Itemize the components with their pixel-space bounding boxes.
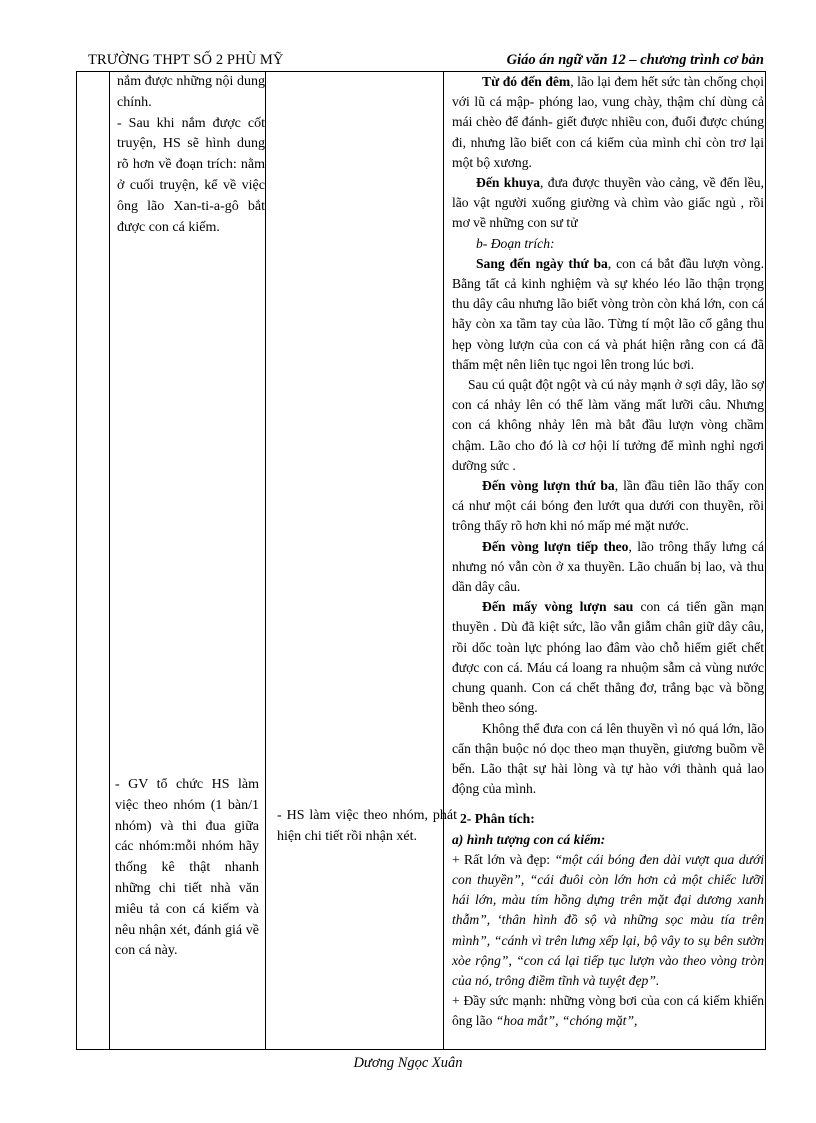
footer-author: Dương Ngọc Xuân	[353, 1055, 463, 1071]
paragraph-dem-lead: Từ đó đến đêm	[482, 74, 571, 89]
bullet-lon-va-dep-quote: “một cái bóng đen dài vượt qua dưới con thuyền”, “cái đuôi còn lớn hơn cả một chiếc lưỡi hái lớn, màu tím hồng dựng trên mặt đại dương xanh thẫm”, ‘thân hình đồ sộ và những sọc màu tía trên mình”, “cánh vì trên lưng xếp lại, bộ vây to sụ bên sườn xòe rộng”, “con cá lại tiếp tục lượn vào theo vòng tròn của nó, trông điềm tĩnh và tuyệt đẹp”.	[452, 851, 764, 988]
column-divider-1	[109, 72, 110, 1049]
paragraph-vong-thu-ba	[452, 476, 764, 537]
paragraph-ngay-thu-ba-lead: Sang đến ngày thứ ba	[476, 255, 608, 271]
paragraph-vong-tiep-theo	[452, 537, 764, 598]
column-divider-3	[443, 72, 444, 1049]
paragraph-khuya	[452, 173, 764, 234]
bullet-suc-manh	[452, 991, 764, 1031]
paragraph-ngay-thu-ba	[452, 254, 764, 375]
subheading-ca-kiem: a) hình tượng con cá kiếm:	[452, 831, 606, 847]
teacher-group-task: - GV tổ chức HS làm việc theo nhóm (1 bàn/1 nhóm) và thi đua giữa các nhóm:mỗi nhóm hãy thống kê thật nhanh những chi tiết nhà văn miêu tả con cá kiếm và nêu nhận xét, đánh giá về con cá này.	[115, 777, 259, 959]
paragraph-vong-sau-text: con cá tiến gần mạn thuyền . Dù đã kiệt sức, lão vẫn giẫm chân giữ dây câu, rồi dốc toàn lực phóng lao đâm vào chỗ hiểm giết chết được con cá. Máu cá loang ra nhuộm sẫm cả vùng nước chung quanh. Con cá chết thẳng đơ, trắng bạc và bồng bềnh theo sóng.	[452, 599, 765, 716]
paragraph-vong-sau-lead: Đến mấy vòng lượn sau	[482, 599, 634, 615]
teacher-activity-column	[115, 72, 265, 959]
paragraph-khuya-text: , đưa được thuyền vào cảng, về đến lều, lão vật người xuống giường và chìm vào giấc ngủ , rồi mơ về những con sư tử	[452, 175, 764, 231]
paragraph-vong-tiep-theo-lead: Đến vòng lượn tiếp theo	[482, 538, 629, 554]
paragraph-khuya-lead: Đến khuya	[476, 175, 541, 191]
paragraph-ngay-thu-ba-text: , con cá bắt đầu lượn vòng. Bằng tất cả kinh nghiệm và sự khéo léo lão thận trọng thu dây câu nhưng lão biết vòng tròn còn khá lớn, con cá hãy còn xa tầm tay của lão. Từng tí một lão cố gắng thu hẹp vòng lượn của con cá và phát hiện rằng con cá đã thấm mệt nên liên tục ngoi lên trong lúc bơi.	[452, 255, 765, 372]
school-name: TRƯỜNG THPT SỐ 2 PHÙ MỸ	[88, 52, 284, 68]
content-column	[450, 72, 767, 1032]
bullet-suc-manh-lead: + Đầy sức mạnh: những vòng bơi của con cá kiếm khiến ông lão	[452, 993, 764, 1029]
bullet-lon-va-dep	[452, 850, 764, 991]
paragraph-vong-thu-ba-text: , lần đầu tiên lão thấy con cá như một cái bóng đen lướt qua dưới con thuyền, rồi trông thấy rõ hơn khi nó mấp mé mặt nước.	[452, 478, 764, 534]
teacher-top-text: nắm được những nội dung chính.	[117, 74, 265, 110]
lesson-table	[76, 72, 766, 1050]
paragraph-vong-tiep-theo-text: , lão trông thấy lưng cá nhưng nó vẫn còn ở xa thuyền. Lão chuẩn bị lao, và thu dần dây câu.	[452, 538, 764, 595]
paragraph-vong-thu-ba-lead: Đến vòng lượn thứ ba	[482, 478, 615, 494]
teacher-summary-note: - Sau khi nắm được cốt truyện, HS sẽ hình dung rõ hơn về đoạn trích: nằm ở cuối truyện, kể về việc ông lão Xan-ti-a-gô bắt được con cá kiếm.	[117, 115, 265, 235]
paragraph-dem	[452, 72, 764, 173]
paragraph-dem-text: , lão lại đem hết sức tàn chống chọi với lũ cá mập- phóng lao, vung chày, thậm chí dùng cả mái chèo để đánh- giết được nhiều con, đuổi được chúng đi, nhưng lão biết con cá kiếm của mình chỉ còn trơ lại một bộ xương.	[452, 74, 764, 170]
subheading-doan-trich: b- Đoạn trích:	[476, 235, 555, 251]
paragraph-cu-quat: Sau cú quật đột ngột và cú nảy mạnh ở sợi dây, lão sợ con cá nhảy lên có thể làm văng mất lưỡi câu. Nhưng con cá không nhảy lên mà bắt đầu lượn vòng chầm chậm. Lão cho đó là cơ hội lí tưởng để mình nghỉ ngơi dưỡng sức .	[452, 377, 764, 473]
bullet-lon-va-dep-lead: + Rất lớn và đẹp:	[452, 851, 555, 867]
student-task: - HS làm việc theo nhóm, phát hiện chi tiết rồi nhận xét.	[277, 808, 457, 844]
lesson-title: Giáo án ngữ văn 12 – chương trình cơ bản	[506, 52, 764, 68]
section-phan-tich: 2- Phân tích:	[460, 811, 535, 827]
paragraph-vong-sau	[452, 597, 764, 718]
column-divider-2	[265, 72, 266, 1049]
paragraph-khong-the: Không thể đưa con cá lên thuyền vì nó quá lớn, lão cẩn thận buộc nó dọc theo mạn thuyền, giương buồm về bến. Lão thật sự hài lòng và tự hào với thành quả lao động của mình.	[452, 720, 764, 797]
bullet-suc-manh-quote: “hoa mắt”, “chóng mặt”,	[495, 1013, 638, 1029]
